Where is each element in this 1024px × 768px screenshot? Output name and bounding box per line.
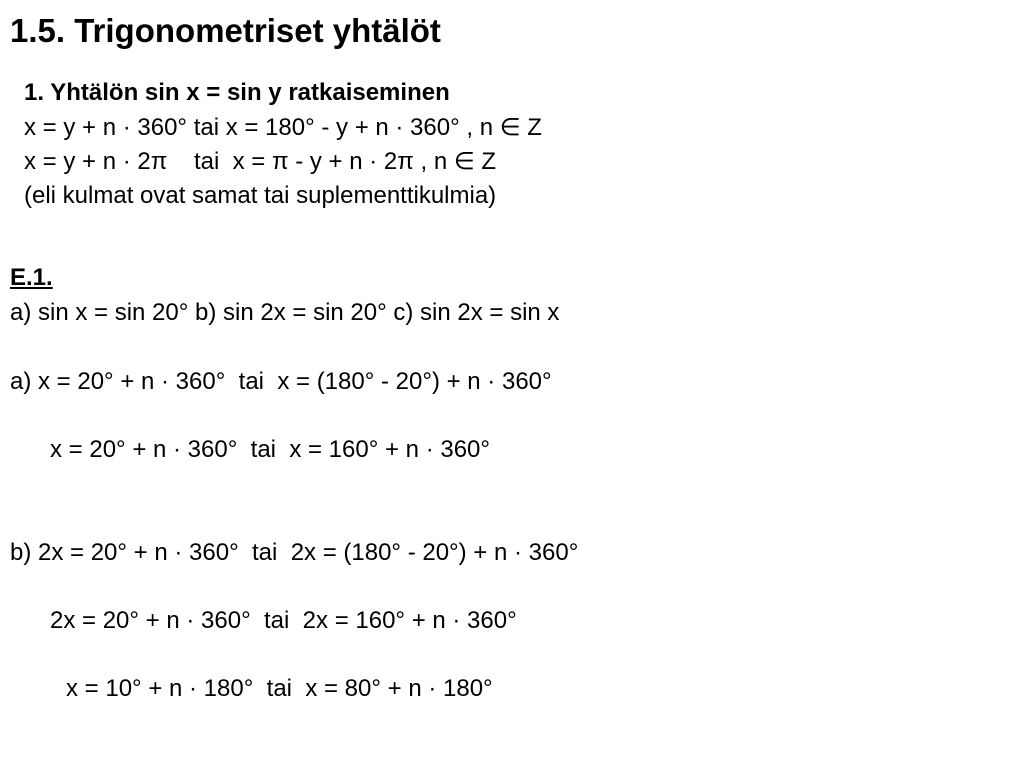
solution-b-line-2: 2x = 20° + n · 360° tai 2x = 160° + n · 360° xyxy=(50,607,517,634)
solution-a-line-1: a) x = 20° + n · 360° tai x = (180° - 20°) + n · 360° xyxy=(10,368,552,395)
solution-a-line-2: x = 20° + n · 360° tai x = 160° + n · 360° xyxy=(50,436,490,463)
solution-b-line-1: b) 2x = 20° + n · 360° tai 2x = (180° - 20°) + n · 360° xyxy=(10,539,579,566)
section-heading: 1. Yhtälön sin x = sin y ratkaiseminen xyxy=(24,79,450,106)
example-label: E.1. xyxy=(10,264,53,291)
page-title: 1.5. Trigonometriset yhtälöt xyxy=(10,12,441,49)
rule-degrees: x = y + n · 360° tai x = 180° - y + n · 360° , n ∈ Z xyxy=(24,114,542,141)
rule-radians: x = y + n · 2π tai x = π - y + n · 2π , n ∈ Z xyxy=(24,148,497,175)
solution-b-line-3: x = 10° + n · 180° tai x = 80° + n · 180° xyxy=(66,675,493,702)
rule-note: (eli kulmat ovat samat tai suplementtikulmia) xyxy=(24,182,497,209)
example-tasks: a) sin x = sin 20° b) sin 2x = sin 20° c) sin 2x = sin x xyxy=(10,299,560,326)
